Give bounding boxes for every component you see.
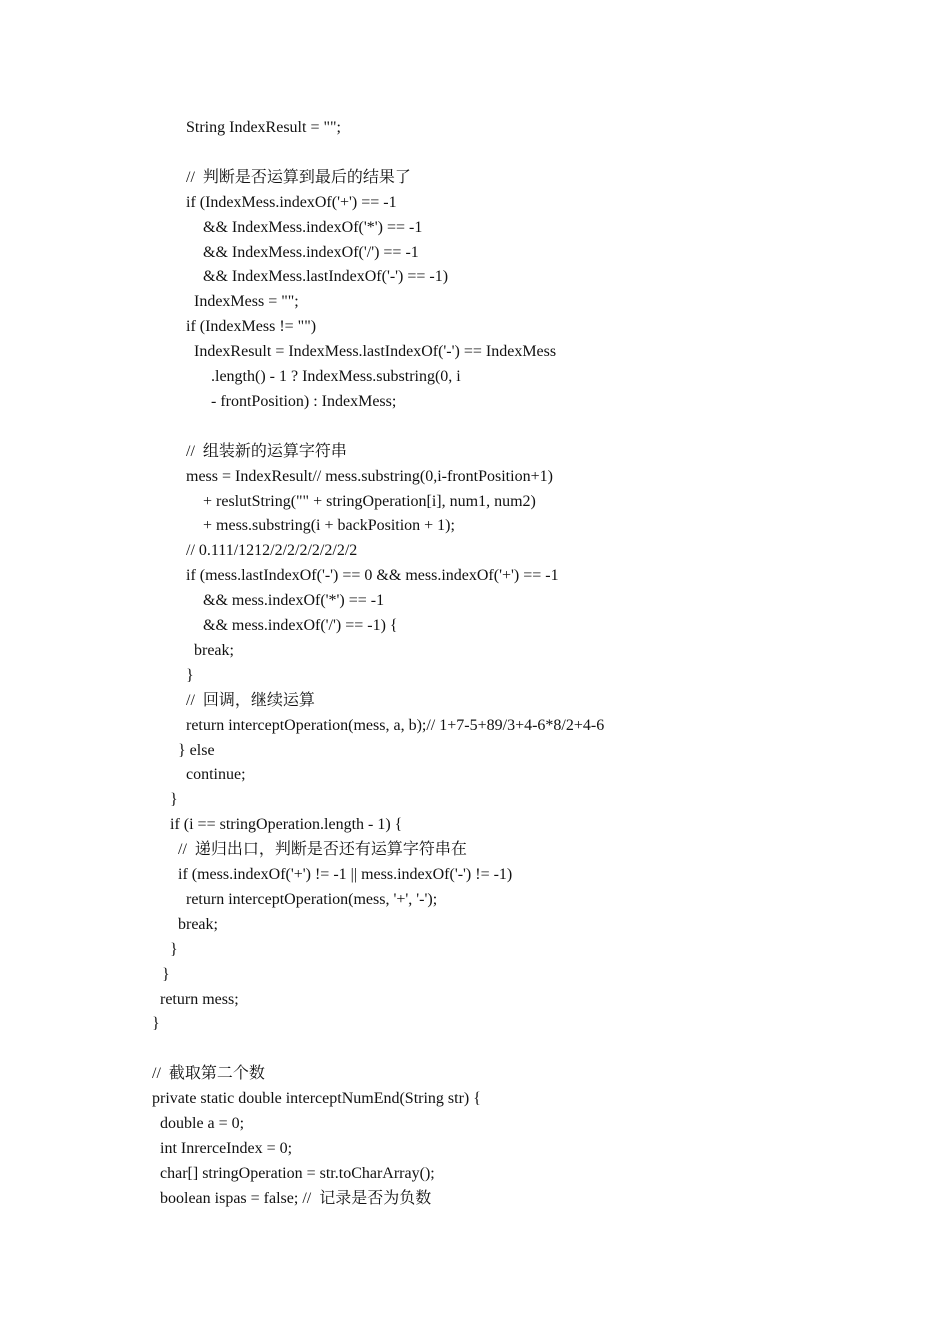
code-line: && IndexMess.indexOf('*') == -1 [203, 218, 423, 236]
code-line: } [186, 666, 194, 684]
code-line: if (i == stringOperation.length - 1) { [170, 816, 403, 834]
code-line: char[] stringOperation = str.toCharArray(); [160, 1164, 435, 1182]
code-line: return mess; [160, 990, 239, 1008]
code-line: boolean ispas = false; // 记录是否为负数 [160, 1189, 432, 1207]
code-line: } [170, 940, 178, 958]
code-line: IndexMess = ""; [194, 293, 299, 311]
code-line: + mess.substring(i + backPosition + 1); [203, 517, 455, 535]
code-line: private static double interceptNumEnd(String str) { [152, 1090, 481, 1108]
code-line: && IndexMess.indexOf('/') == -1 [203, 243, 419, 261]
code-line: if (IndexMess.indexOf('+') == -1 [186, 193, 397, 211]
code-line: int InrerceIndex = 0; [160, 1139, 293, 1157]
code-line: if (IndexMess != "") [186, 318, 317, 336]
code-line: mess = IndexResult// mess.substring(0,i-frontPosition+1) [186, 467, 553, 485]
code-comment: // 0.111/1212/2/2/2/2/2/2/2 [186, 542, 358, 560]
code-line: String IndexResult = ""; [186, 119, 341, 136]
code-line: break; [178, 915, 218, 933]
code-comment: // 截取第二个数 [152, 1065, 265, 1083]
code-line: - frontPosition) : IndexMess; [211, 392, 397, 410]
code-line: continue; [186, 766, 246, 784]
code-line: && IndexMess.lastIndexOf('-') == -1) [203, 268, 449, 286]
code-comment: // 回调，继续运算 [186, 691, 315, 709]
code-line: return interceptOperation(mess, a, b);// 1+7-5+89/3+4-6*8/2+4-6 [186, 716, 605, 734]
code-line: && mess.indexOf('*') == -1 [203, 592, 385, 610]
code-line: if (mess.lastIndexOf('-') == 0 && mess.indexOf('+') == -1 [186, 567, 559, 585]
code-line: } else [178, 741, 215, 759]
code-line: if (mess.indexOf('+') != -1 || mess.indexOf('-') != -1) [178, 866, 513, 883]
code-line: .length() - 1 ? IndexMess.substring(0, i [211, 368, 461, 385]
code-line: return interceptOperation(mess, '+', '-'); [186, 890, 438, 908]
code-comment: // 判断是否运算到最后的结果了 [186, 168, 411, 186]
code-line: break; [194, 641, 234, 659]
code-line: && mess.indexOf('/') == -1) { [203, 617, 398, 634]
code-line: double a = 0; [160, 1115, 245, 1132]
code-line: + reslutString("" + stringOperation[i], num1, num2) [203, 492, 536, 510]
code-line: } [162, 965, 170, 983]
code-line: } [152, 1015, 160, 1033]
code-line: IndexResult = IndexMess.lastIndexOf('-') == IndexMess [194, 343, 557, 361]
code-comment: // 递归出口，判断是否还有运算字符串在 [178, 841, 467, 859]
code-line: } [170, 791, 178, 809]
code-comment: // 组装新的运算字符串 [186, 442, 347, 460]
